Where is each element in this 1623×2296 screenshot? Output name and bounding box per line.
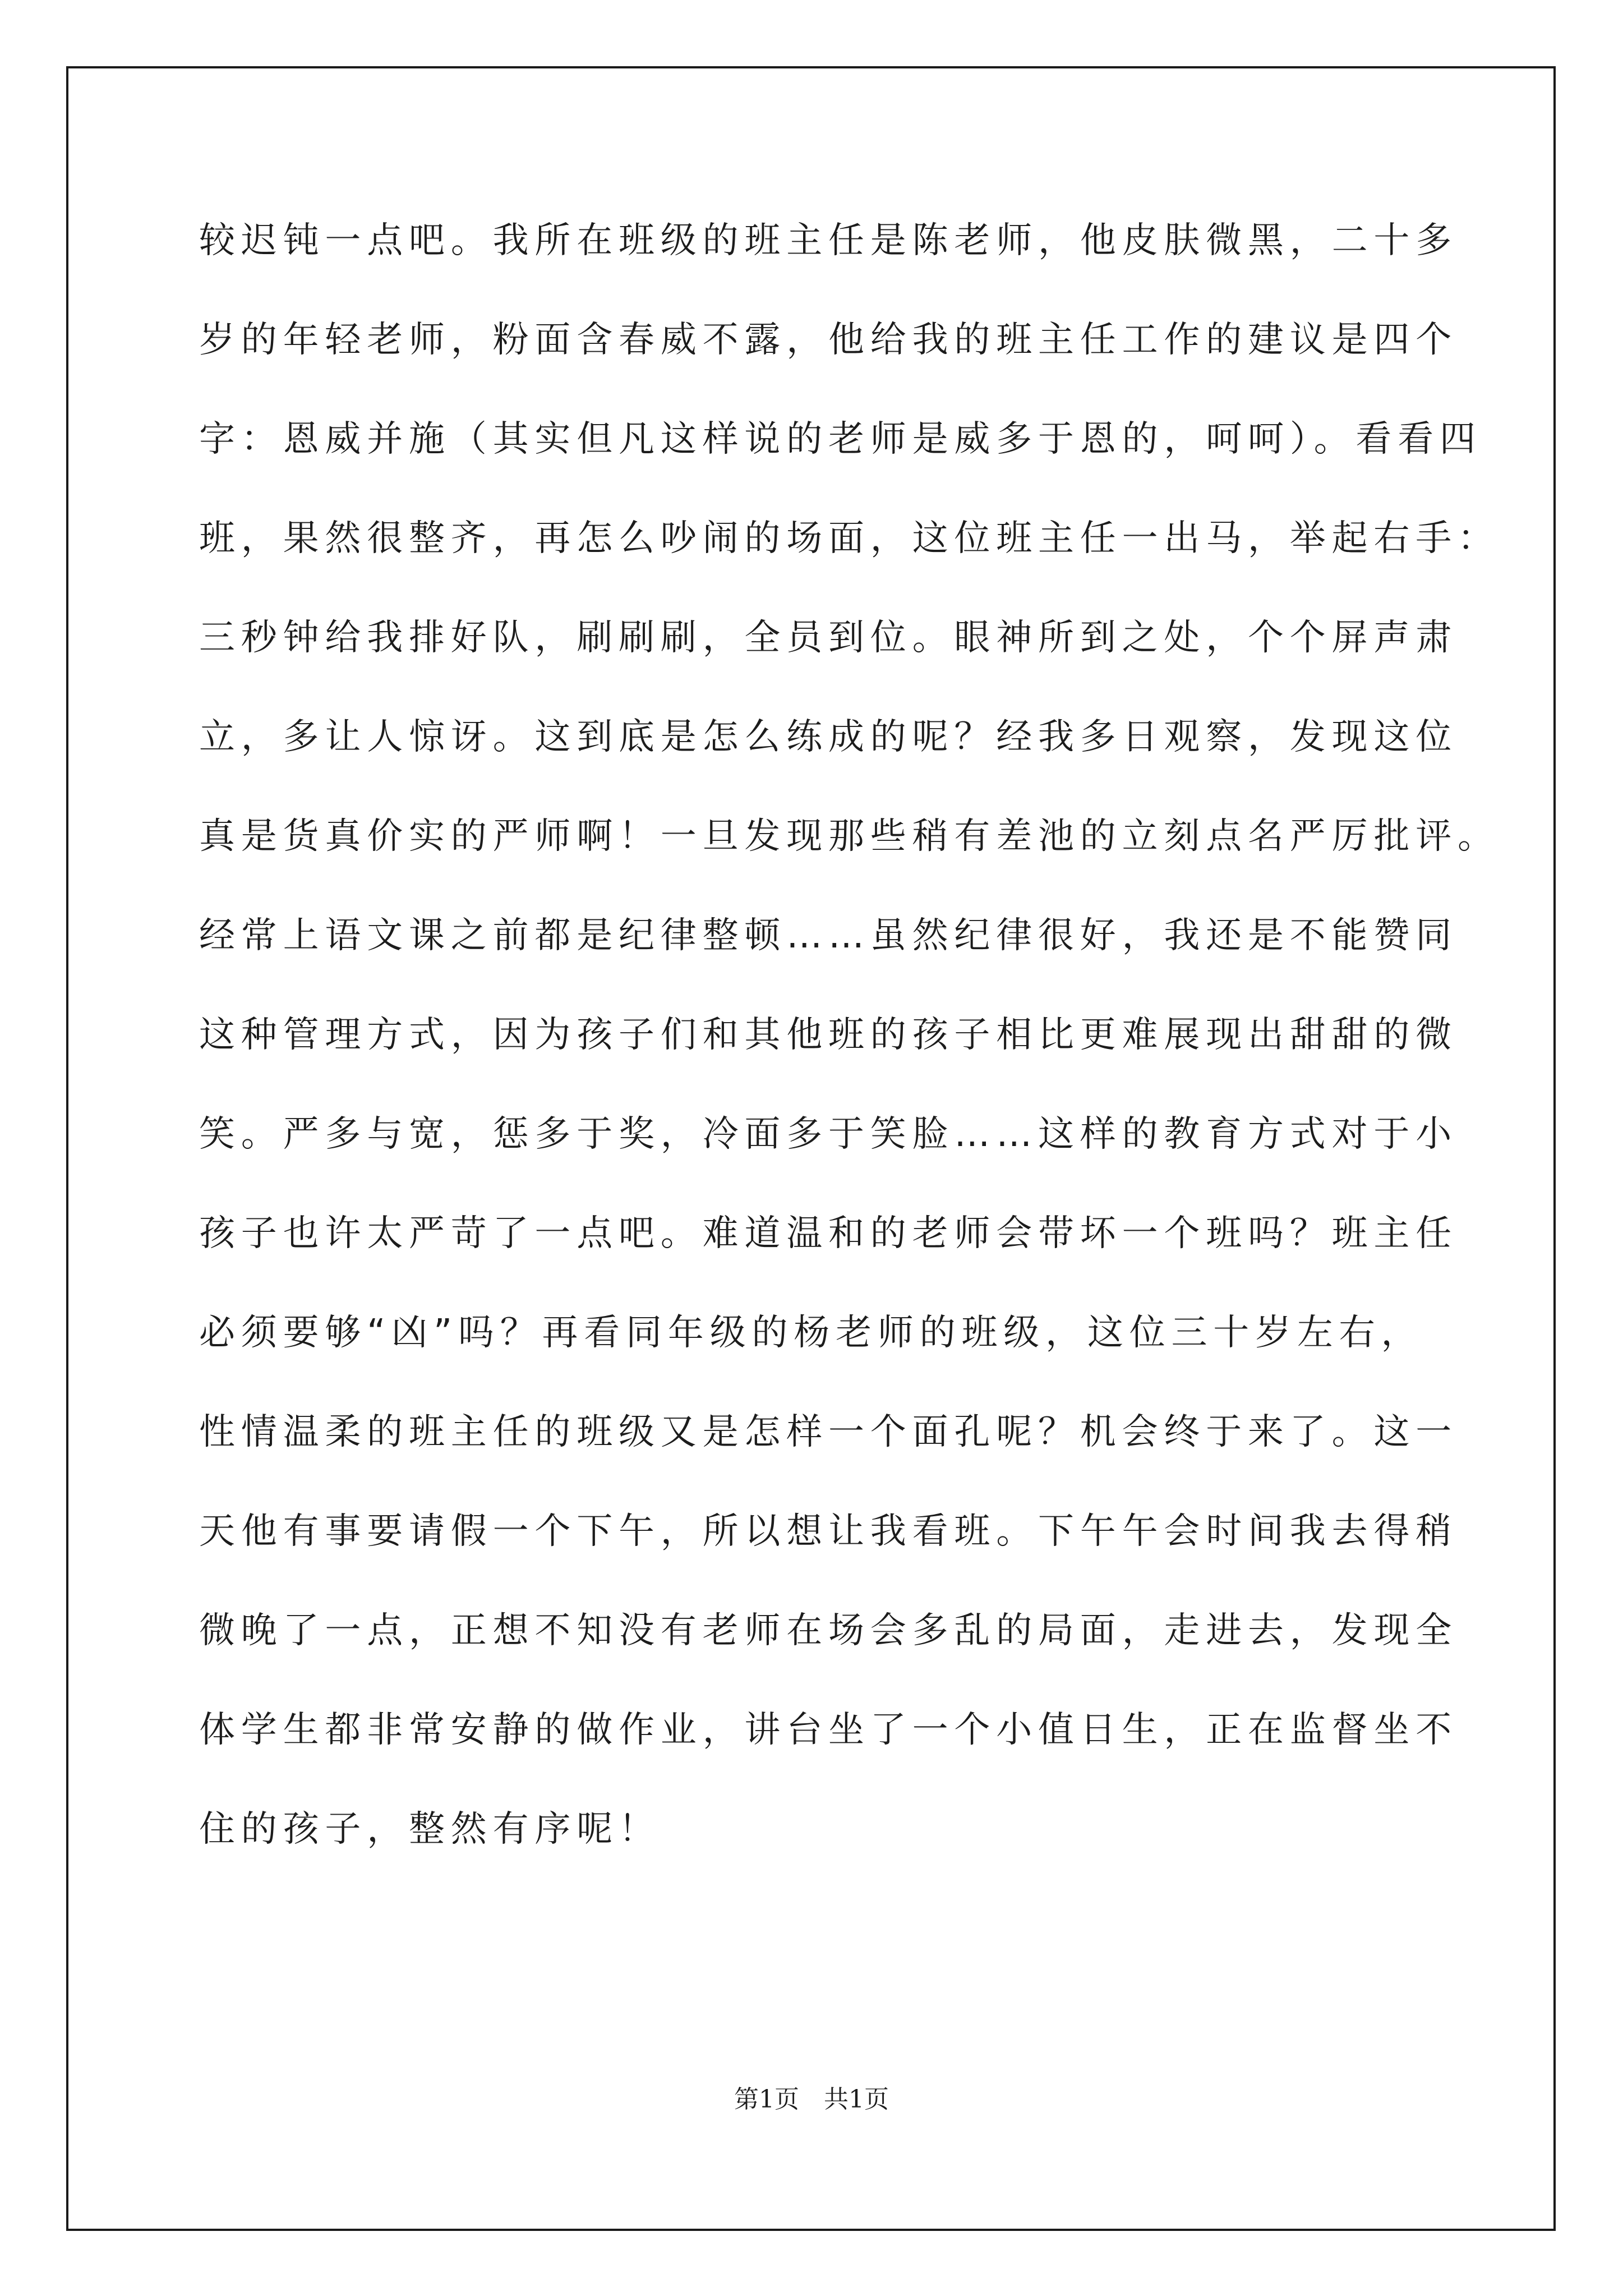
body-text-line: 字：恩威并施（其实但凡这样说的老师是威多于恩的，呵呵）。看看四 bbox=[199, 418, 1482, 460]
body-text-line: 班，果然很整齐，再怎么吵闹的场面，这位班主任一出马，举起右手： bbox=[199, 518, 1500, 559]
body-text-line: 较迟钝一点吧。我所在班级的班主任是陈老师，他皮肤微黑，二十多 bbox=[199, 220, 1458, 261]
body-text-line: 体学生都非常安静的做作业，讲台坐了一个小值日生，正在监督坐不 bbox=[199, 1709, 1458, 1751]
body-text-line: 必须要够“凶”吗？再看同年级的杨老师的班级，这位三十岁左右， bbox=[199, 1312, 1423, 1354]
body-text-line: 住的孩子，整然有序呢！ bbox=[199, 1809, 661, 1850]
body-text-line: 性情温柔的班主任的班级又是怎样一个面孔呢？机会终于来了。这一 bbox=[199, 1411, 1458, 1453]
body-text-line: 这种管理方式，因为孩子们和其他班的孩子相比更难展现出甜甜的微 bbox=[199, 1014, 1458, 1056]
body-text-line: 真是货真价实的严师啊！一旦发现那些稍有差池的立刻点名严厉批评。 bbox=[199, 816, 1500, 857]
body-text-line: 岁的年轻老师，粉面含春威不露，他给我的班主任工作的建议是四个 bbox=[199, 319, 1458, 361]
page-number-footer: 第1页 共1页 bbox=[734, 2085, 889, 2114]
body-text-line: 立，多让人惊讶。这到底是怎么练成的呢？经我多日观察，发现这位 bbox=[199, 716, 1458, 758]
body-text-line: 天他有事要请假一个下午，所以想让我看班。下午午会时间我去得稍 bbox=[199, 1511, 1458, 1552]
body-text-line: 三秒钟给我排好队，刷刷刷，全员到位。眼神所到之处，个个屏声肃 bbox=[199, 617, 1458, 659]
body-text-line: 孩子也许太严苛了一点吧。难道温和的老师会带坏一个班吗？班主任 bbox=[199, 1213, 1458, 1254]
body-text-line: 经常上语文课之前都是纪律整顿……虽然纪律很好，我还是不能赞同 bbox=[199, 915, 1458, 956]
body-text-line: 笑。严多与宽，惩多于奖，冷面多于笑脸……这样的教育方式对于小 bbox=[199, 1114, 1458, 1155]
body-text-line: 微晚了一点，正想不知没有老师在场会多乱的局面，走进去，发现全 bbox=[199, 1610, 1458, 1651]
